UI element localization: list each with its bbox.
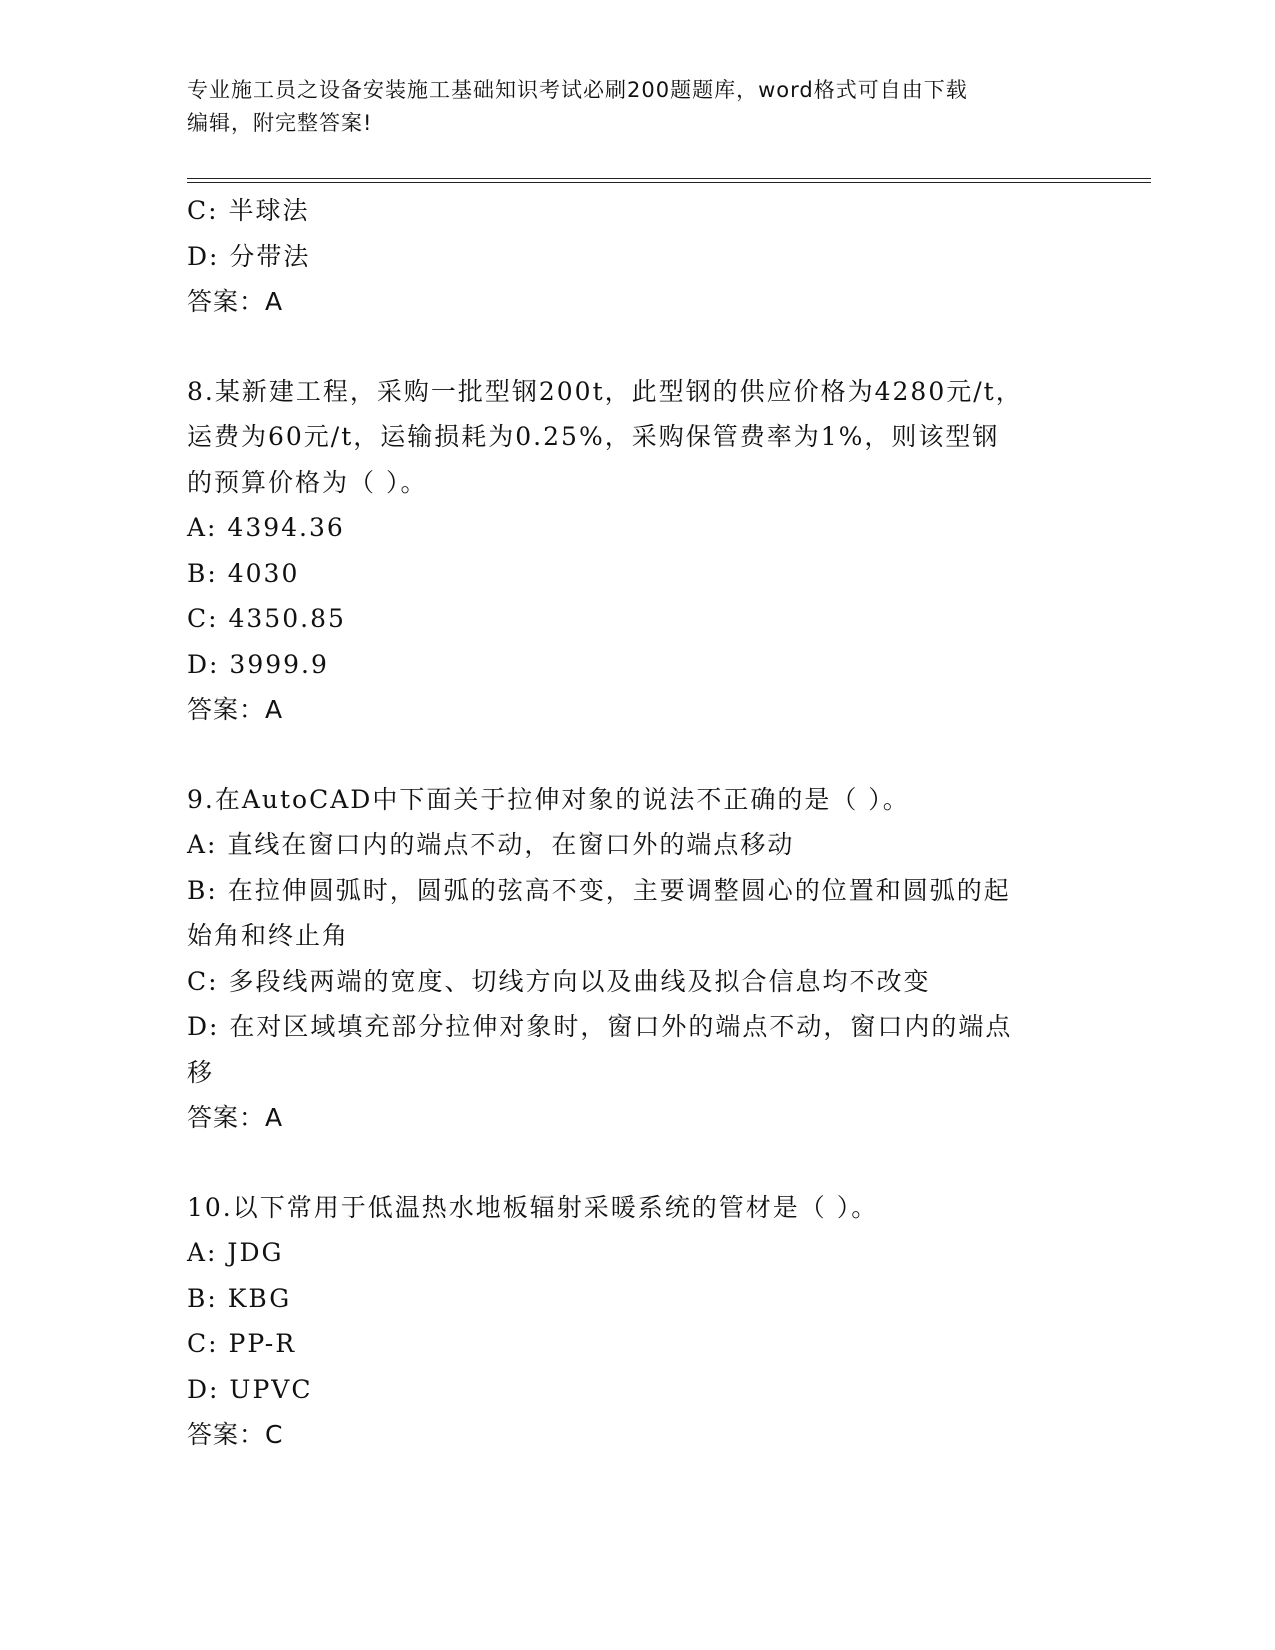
option-d: D: 分带法	[187, 241, 311, 271]
option-a: A: 4394.36	[187, 513, 345, 542]
option-b-continued: 始角和终止角	[187, 921, 350, 950]
question-8	[187, 369, 1087, 733]
header-title-line-2: 编辑，附完整答案!	[187, 111, 373, 135]
option-b: B: 4030	[187, 558, 300, 588]
answer-line: 答案：A	[187, 695, 284, 724]
option-b: B: 在拉伸圆弧时，圆弧的弦高不变，主要调整圆心的位置和圆弧的起	[187, 875, 1011, 905]
option-c: C: PP-R	[187, 1329, 297, 1358]
spacer	[187, 1141, 1087, 1185]
question-content	[187, 188, 1087, 1458]
spacer	[187, 733, 1087, 777]
question-stem: 运费为60元/t，运输损耗为0.25%，采购保管费率为1%，则该型钢	[187, 422, 1000, 451]
question-9	[187, 777, 1087, 1141]
option-d: D: UPVC	[187, 1374, 313, 1404]
header-title-line-1: 专业施工员之设备安装施工基础知识考试必刷200题题库，word格式可自由下载	[187, 78, 968, 102]
question-stem: 8.某新建工程，采购一批型钢200t，此型钢的供应价格为4280元/t，	[187, 376, 1023, 406]
option-a: A: 直线在窗口内的端点不动，在窗口外的端点移动	[187, 830, 795, 859]
spacer	[187, 325, 1087, 369]
option-d: D: 3999.9	[187, 649, 329, 679]
option-a: A: JDG	[187, 1238, 284, 1267]
option-c: C: 多段线两端的宽度、切线方向以及曲线及拟合信息均不改变	[187, 966, 931, 996]
page-header	[187, 74, 1087, 140]
header-divider	[187, 178, 1151, 183]
option-c: C: 4350.85	[187, 604, 346, 633]
answer-line: 答案：A	[187, 1103, 284, 1132]
question-stem: 9.在AutoCAD中下面关于拉伸对象的说法不正确的是（ ）。	[187, 784, 910, 814]
question-stem: 10.以下常用于低温热水地板辐射采暖系统的管材是（ ）。	[187, 1192, 879, 1222]
question-10	[187, 1185, 1087, 1458]
question-fragment	[187, 188, 1087, 325]
question-stem: 的预算价格为（ ）。	[187, 467, 428, 497]
option-d: D: 在对区域填充部分拉伸对象时，窗口外的端点不动，窗口内的端点	[187, 1012, 1013, 1041]
option-d-continued: 移	[187, 1057, 215, 1087]
answer-line: 答案：A	[187, 287, 284, 316]
option-c: C: 半球法	[187, 196, 310, 225]
answer-line: 答案：C	[187, 1420, 284, 1449]
option-b: B: KBG	[187, 1283, 292, 1313]
